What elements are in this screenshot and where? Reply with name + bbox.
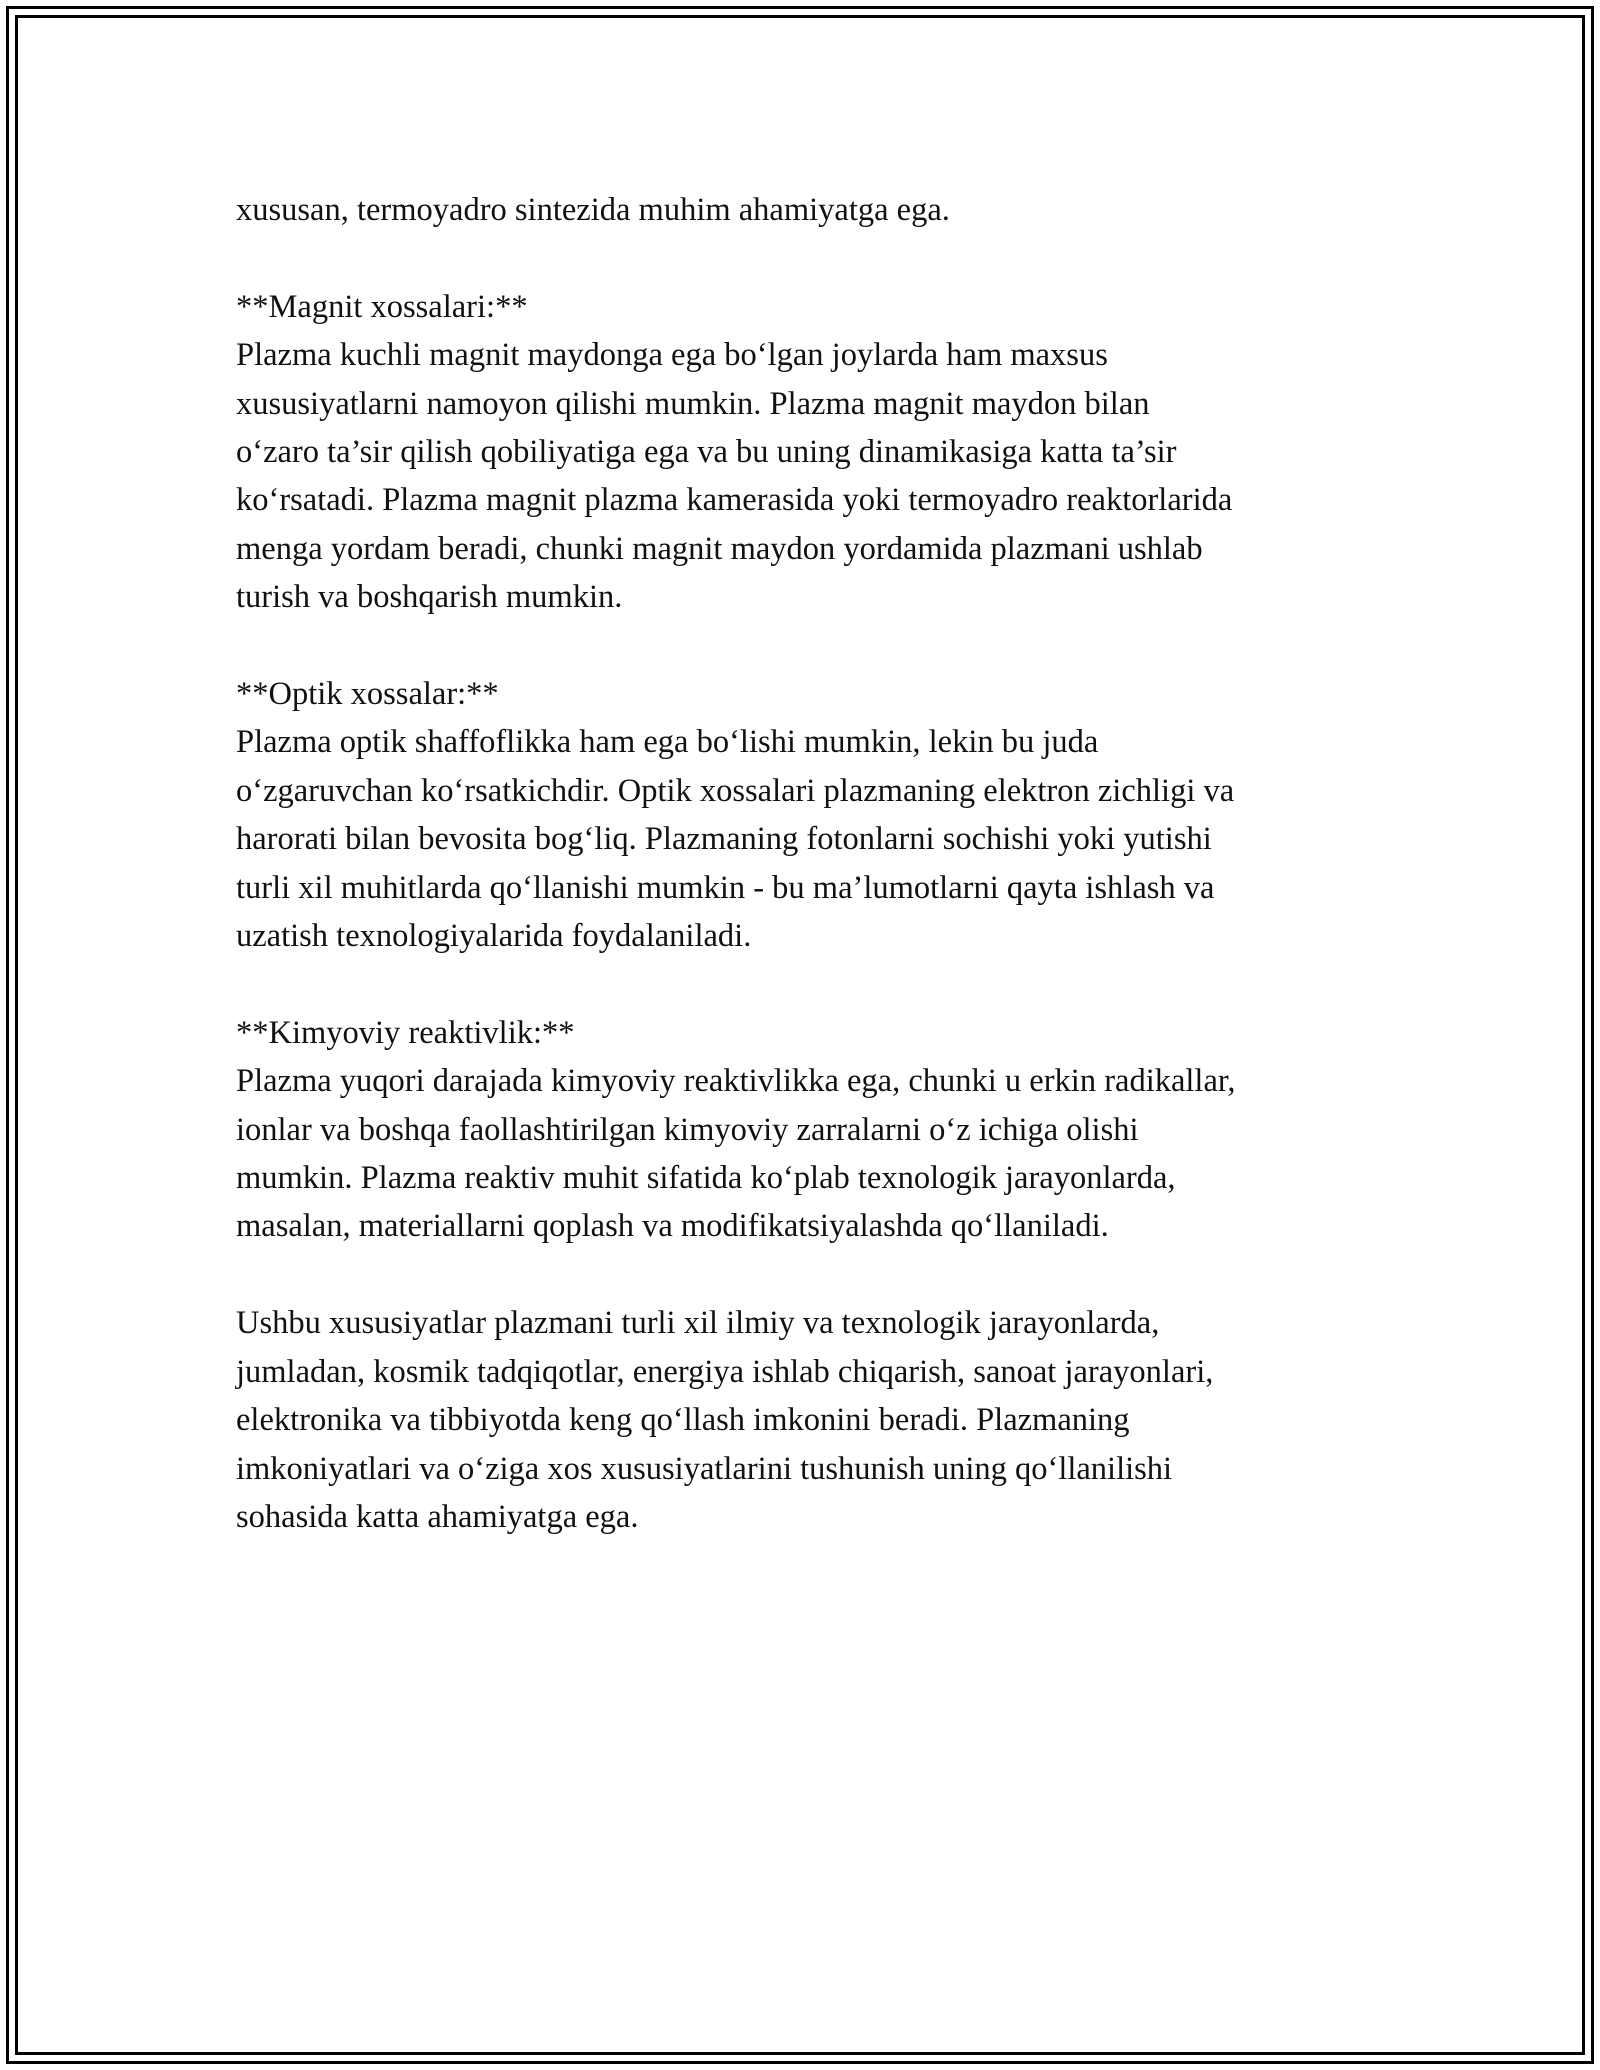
conclusion-line: imkoniyatlari va o‘ziga xos xususiyatlarini tushunish uning qo‘llanilishi [236, 1450, 1173, 1487]
section-line: mumkin. Plazma reaktiv muhit sifatida ko‘plab texnologik jarayonlarda, [236, 1160, 1176, 1197]
document-body [236, 186, 1416, 1541]
intro-line: xususan, termoyadro sintezida muhim ahamiyatga ega. [236, 192, 950, 228]
section-line: Plazma kuchli magnit maydonga ega bo‘lgan joylarda ham maxsus [236, 337, 1108, 374]
section-line: o‘zaro ta’sir qilish qobiliyatiga ega va bu uning dinamikasiga katta ta’sir [236, 434, 1177, 471]
section-heading-optik: **Optik xossalar:** [236, 676, 499, 713]
section-line: ionlar va boshqa faollashtirilgan kimyoviy zarralarni o‘z ichiga olishi [236, 1111, 1139, 1148]
conclusion-line: jumladan, kosmik tadqiqotlar, energiya ishlab chiqarish, sanoat jarayonlari, [236, 1353, 1214, 1390]
conclusion-line: sohasida katta ahamiyatga ega. [236, 1498, 639, 1535]
section-line: ko‘rsatadi. Plazma magnit plazma kamerasida yoki termoyadro reaktorlarida [236, 482, 1233, 519]
section-line: menga yordam beradi, chunki magnit maydon yordamida plazmani ushlab [236, 530, 1203, 567]
paragraph-gap [236, 622, 1416, 670]
conclusion-line: Ushbu xususiyatlar plazmani turli xil ilmiy va texnologik jarayonlarda, [236, 1305, 1160, 1342]
section-line: o‘zgaruvchan ko‘rsatkichdir. Optik xossalari plazmaning elektron zichligi va [236, 772, 1235, 809]
section-line: xususiyatlarni namoyon qilishi mumkin. Plazma magnit maydon bilan [236, 385, 1150, 422]
section-line: uzatish texnologiyalarida foydalaniladi. [236, 918, 752, 955]
section-heading-kimyoviy: **Kimyoviy reaktivlik:** [236, 1014, 575, 1051]
section-heading-magnit: **Magnit xossalari:** [236, 288, 528, 325]
paragraph-gap [236, 1251, 1416, 1299]
paragraph-gap [236, 960, 1416, 1008]
section-line: harorati bilan bevosita bog‘liq. Plazmaning fotonlarni sochishi yoki yutishi [236, 821, 1212, 858]
section-line: turli xil muhitlarda qo‘llanishi mumkin - bu ma’lumotlarni qayta ishlash va [236, 869, 1215, 906]
paragraph-gap [236, 234, 1416, 282]
section-line: turish va boshqarish mumkin. [236, 579, 623, 616]
section-line: Plazma optik shaffoflikka ham ega bo‘lishi mumkin, lekin bu juda [236, 724, 1099, 761]
section-line: masalan, materiallarni qoplash va modifikatsiyalashda qo‘llaniladi. [236, 1208, 1109, 1245]
section-line: Plazma yuqori darajada kimyoviy reaktivlikka ega, chunki u erkin radikallar, [236, 1063, 1236, 1100]
conclusion-line: elektronika va tibbiyotda keng qo‘llash imkonini beradi. Plazmaning [236, 1402, 1130, 1439]
